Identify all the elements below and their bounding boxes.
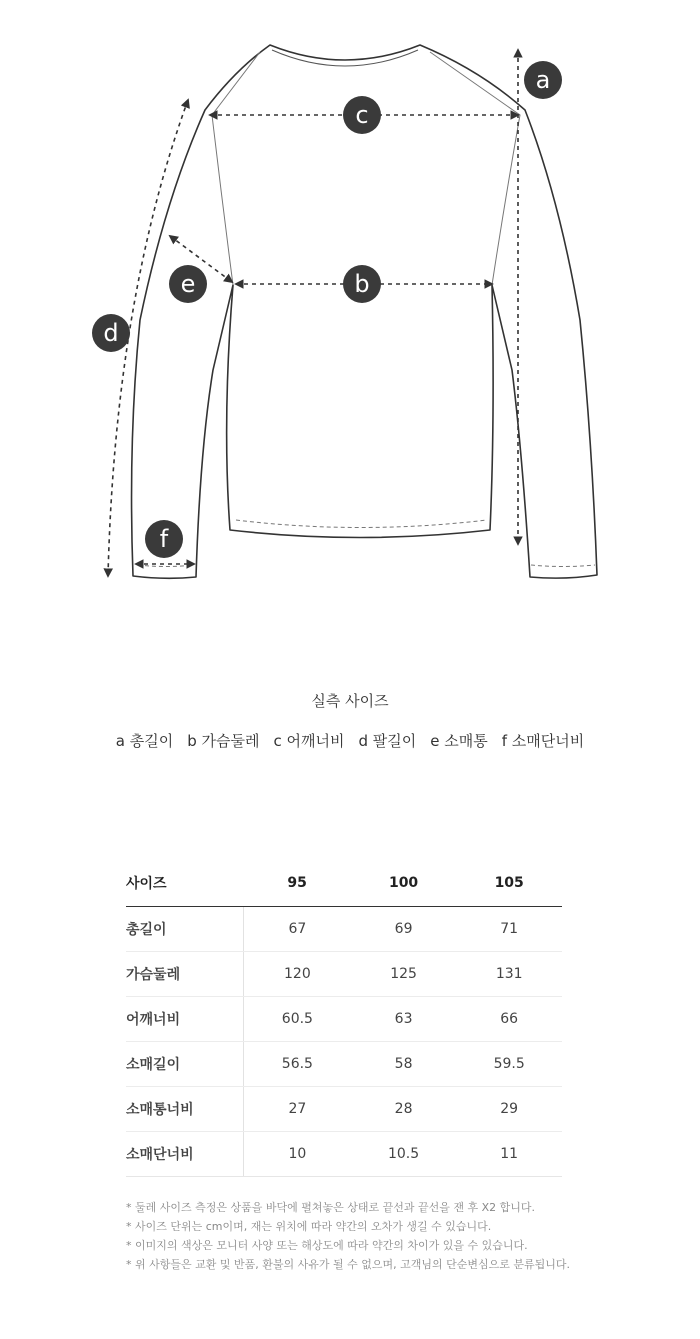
row-label: 소매통너비 (126, 1087, 244, 1132)
garment-measurement-diagram (0, 0, 700, 620)
table-cell: 63 (351, 997, 457, 1042)
legend-item: e 소매통 (430, 732, 488, 750)
table-row (126, 1042, 562, 1087)
table-cell: 59.5 (456, 1042, 562, 1087)
table-cell: 27 (244, 1087, 351, 1132)
legend-item: c 어깨너비 (273, 732, 345, 750)
table-cell: 67 (244, 907, 351, 952)
table-cell: 71 (456, 907, 562, 952)
note-line: * 둘레 사이즈 측정은 상품을 바닥에 펼쳐놓은 상태로 끝선과 끝선을 잰 후 X2 합니다. (126, 1201, 536, 1214)
table-cell: 10 (244, 1132, 351, 1177)
label-e-marker (169, 265, 207, 303)
header-105: 105 (456, 860, 562, 907)
label-f: f (159, 525, 169, 553)
measurement-legend (0, 730, 700, 751)
label-a-marker (524, 61, 562, 99)
note-line: * 위 사항들은 교환 및 반품, 환불의 사유가 될 수 없으며, 고객님의 단순변심으로 분류됩니다. (126, 1258, 570, 1271)
label-b: b (354, 270, 370, 298)
row-label: 총길이 (126, 907, 244, 952)
label-a: a (535, 66, 551, 94)
legend-item: b 가슴둘레 (187, 732, 260, 750)
table-cell: 66 (456, 997, 562, 1042)
table-cell: 56.5 (244, 1042, 351, 1087)
label-b-marker (343, 265, 381, 303)
table-row (126, 952, 562, 997)
row-label: 어깨너비 (126, 997, 244, 1042)
table-cell: 29 (456, 1087, 562, 1132)
size-table (126, 860, 562, 1177)
label-e: e (180, 270, 196, 298)
row-label: 소매단너비 (126, 1132, 244, 1177)
header-95: 95 (244, 860, 351, 907)
label-f-marker (145, 520, 183, 558)
row-label: 가슴둘레 (126, 952, 244, 997)
label-d: d (103, 319, 119, 347)
section-title: 실측 사이즈 (311, 692, 389, 710)
table-cell: 69 (351, 907, 457, 952)
label-c-marker (343, 96, 381, 134)
note-line: * 이미지의 색상은 모니터 사양 또는 해상도에 따라 약간의 차이가 있을 수 있습니다. (126, 1239, 528, 1252)
label-c: c (355, 101, 369, 129)
table-row (126, 997, 562, 1042)
measurement-arrows (108, 50, 518, 576)
table-cell: 10.5 (351, 1132, 457, 1177)
table-row (126, 1132, 562, 1177)
table-cell: 28 (351, 1087, 457, 1132)
header-size: 사이즈 (126, 860, 244, 907)
table-header-row (126, 860, 562, 907)
table-cell: 125 (351, 952, 457, 997)
row-label: 소매길이 (126, 1042, 244, 1087)
legend-item: a 총길이 (115, 732, 174, 750)
table-cell: 120 (244, 952, 351, 997)
header-100: 100 (351, 860, 457, 907)
notes (126, 1198, 606, 1274)
table-cell: 60.5 (244, 997, 351, 1042)
table-row (126, 907, 562, 952)
legend-item: d 팔길이 (358, 732, 417, 750)
label-d-marker (92, 314, 130, 352)
table-cell: 58 (351, 1042, 457, 1087)
legend-item: f 소매단너비 (501, 732, 585, 750)
table-cell: 131 (456, 952, 562, 997)
table-cell: 11 (456, 1132, 562, 1177)
note-line: * 사이즈 단위는 cm이며, 재는 위치에 따라 약간의 오차가 생길 수 있습니다. (126, 1220, 492, 1233)
table-row (126, 1087, 562, 1132)
